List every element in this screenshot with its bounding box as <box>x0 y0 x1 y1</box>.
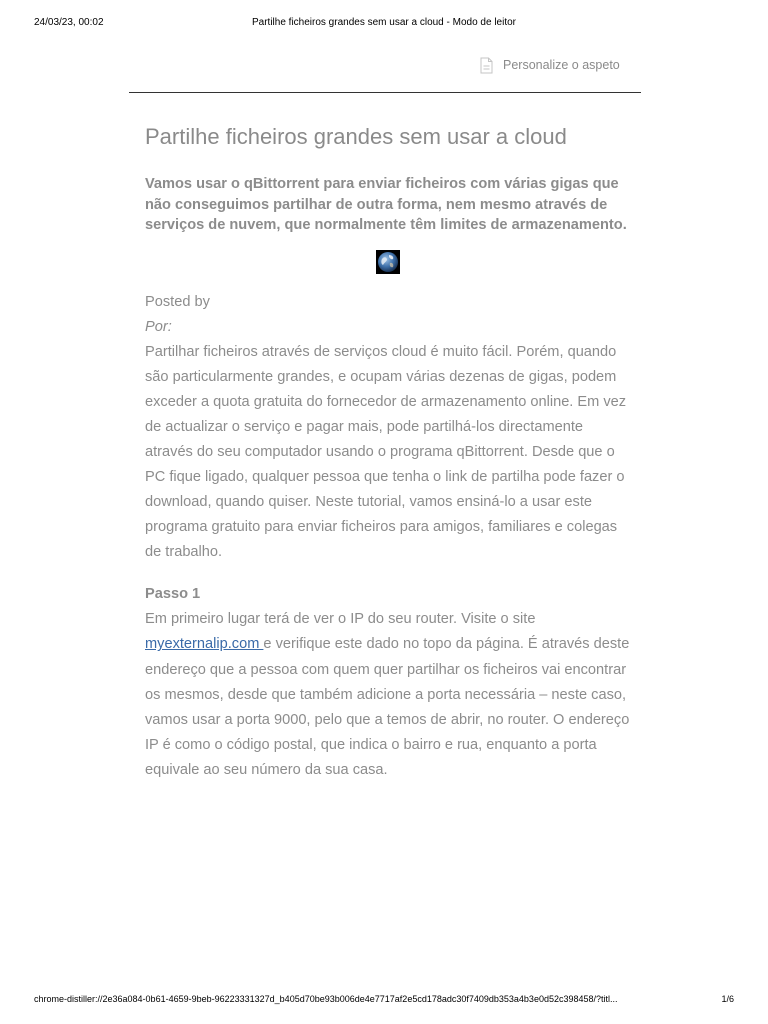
myexternalip-link[interactable]: myexternalip.com <box>145 636 264 653</box>
header-divider <box>129 92 641 93</box>
article-lede: Vamos usar o qBittorrent para enviar ficheiros com várias gigas que não conseguimos partilhar de outra forma, nem mesmo através de serviços de nuvem, que normalmente têm limites de armazenamento. <box>145 176 627 233</box>
article-image <box>145 250 630 276</box>
print-footer <box>0 994 768 1006</box>
globe-icon <box>376 250 400 274</box>
article <box>145 120 630 783</box>
print-header <box>0 17 768 31</box>
print-date: 24/03/23, 00:02 <box>34 17 104 28</box>
page-number: 1/6 <box>721 994 734 1004</box>
step-1-heading: Passo 1 <box>145 586 201 603</box>
author-label: Por: <box>145 318 172 335</box>
document-icon <box>480 57 493 74</box>
intro-paragraph: Partilhar ficheiros através de serviços cloud é muito fácil. Porém, quando são particularmente grandes, e ocupam várias dezenas de gigas, podem exceder a quota gratuita do fornecedor de armazenamento online. Em vez de actualizar o serviço e pagar mais, pode partilhá-los directamente através do seu computador usando o programa qBittorrent. Desde que o PC fique ligado, qualquer pessoa que tenha o link de partilha pode fazer o download, quando quiser. Neste tutorial, vamos ensiná-lo a usar este programa gratuito para enviar ficheiros para amigos, familiares e colegas de trabalho. <box>145 343 627 561</box>
print-url: chrome-distiller://2e36a084-0b61-4659-9beb-96223331327d_b405d70be93b006de4e7717af2e5cd178adc30f7409db353a4b3e0d52c398458/?titl... <box>34 994 618 1004</box>
posted-by: Posted by <box>145 293 210 310</box>
step-1-text-after: e verifique este dado no topo da página. É através deste endereço que a pessoa com quem quer partilhar os ficheiros vai encontrar os mesmos, desde que também adicione a porta necessária – neste caso, vamos usar a porta 9000, pelo que a temos de abrir, no router. O endereço IP é como o código postal, que indica o bairro e rua, enquanto a porta equivale ao seu número da sua casa. <box>145 636 630 778</box>
step-1-paragraph <box>145 607 630 783</box>
customize-appearance-button[interactable] <box>480 54 620 76</box>
print-title: Partilhe ficheiros grandes sem usar a cloud - Modo de leitor <box>251 17 517 28</box>
article-title: Partilhe ficheiros grandes sem usar a cloud <box>145 124 567 149</box>
customize-label: Personalize o aspeto <box>503 58 620 72</box>
step-1-text-before: Em primeiro lugar terá de ver o IP do seu router. Visite o site <box>145 611 536 628</box>
